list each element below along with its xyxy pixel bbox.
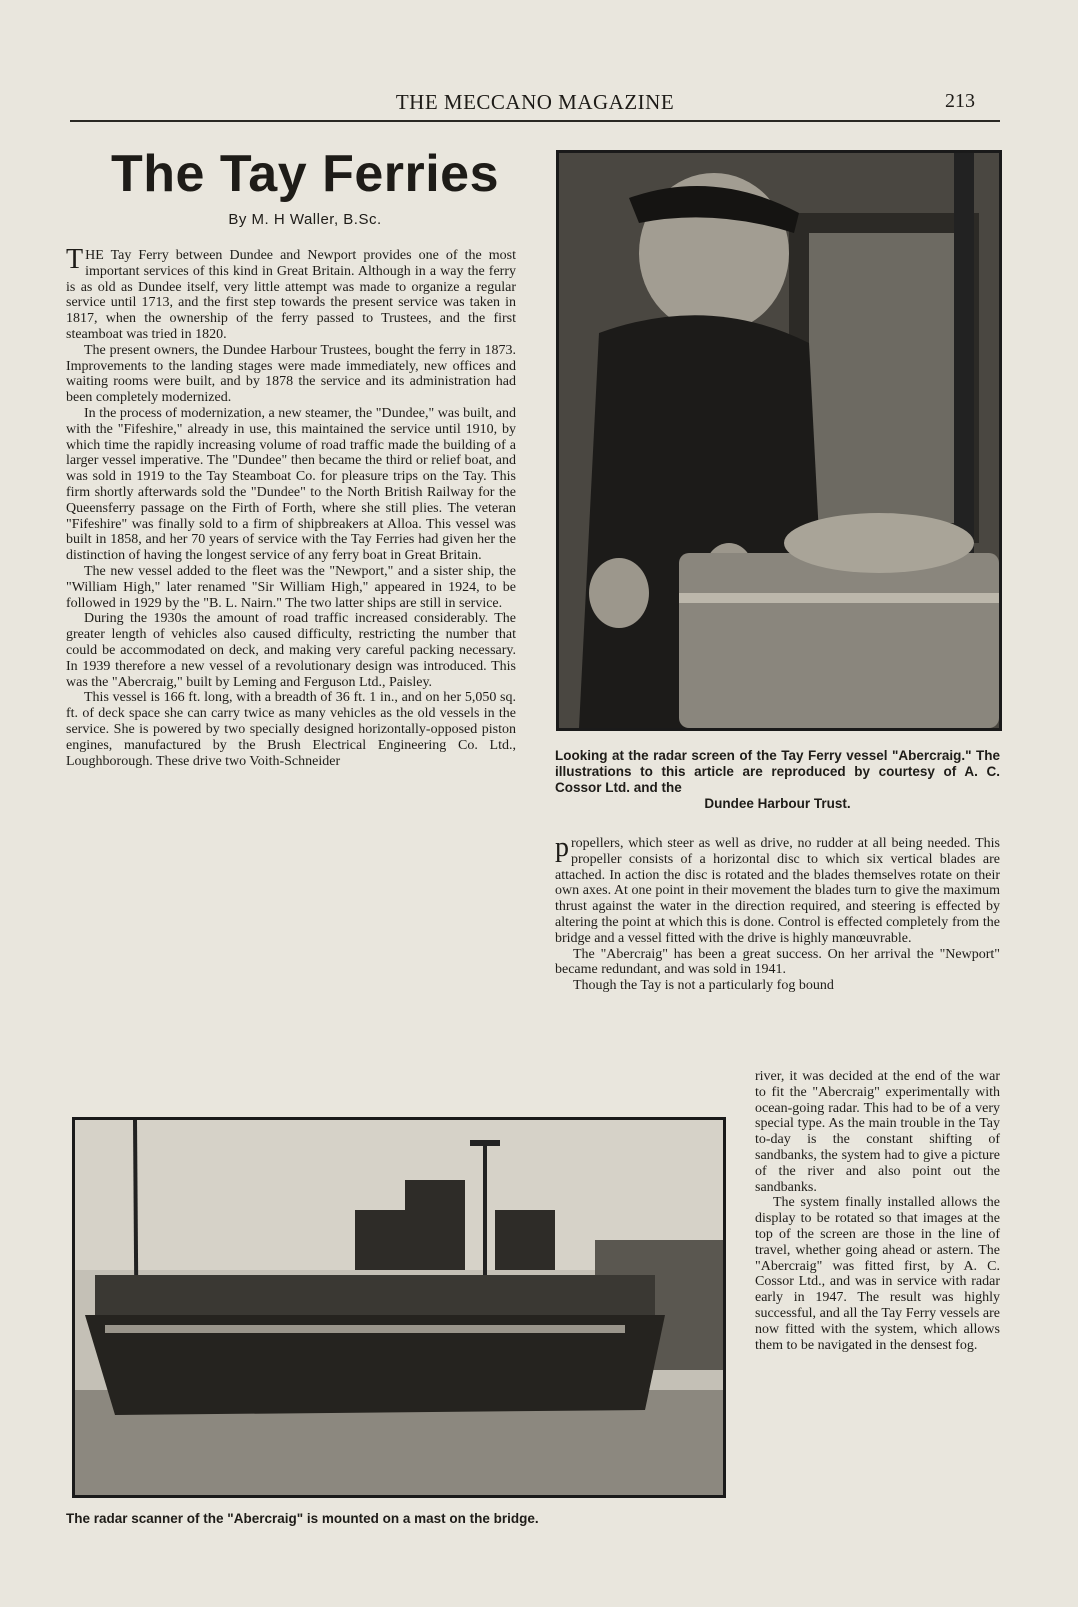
paragraph: The present owners, the Dundee Harbour Trustees, bought the ferry in 1873. Improvements to the landing stages were made immediately, new offices and waiting rooms were built, and by 1878 the service and its administration had been completely modernized. (66, 342, 516, 406)
radar-photo-caption (555, 748, 1000, 812)
paragraph: propellers, which steer as well as drive, no rudder at all being needed. This propeller consists of a horizontal disc to which six vertical blades are attached. In action the disc is rotated and the blades themselves rotate on their own axes. At one point in their movement the blades turn to give the maximum thrust against the water in the direction required, and steering is effected by altering the point at which this is done. Control is effected completely from the bridge and a vessel fitted with the drive is highly manœuvrable. (555, 832, 1000, 946)
paragraph: In the process of modernization, a new steamer, the "Dundee," was built, and with the "Fifeshire," already in use, this maintained the service until 1910, by which time the rapidly increasing volume of road traffic made the building of a larger vessel imperative. The "Dundee" then became the third or relief boat, and was sold in 1919 to the Tay Steamboat Co. for pleasure trips on the Tay. This firm shortly afterwards sold the "Dundee" to the North British Railway for the Queensferry passage on the Firth of Forth, where she still plies. The veteran "Fifeshire" was finally sold to a firm of shipbreakers at Alloa. This vessel was built in 1858, and her 70 years of service with the Tay Ferries had given her the distinction of having the longest service of any ferry boat in Great Britain. (66, 405, 516, 564)
article-title: The Tay Ferries (110, 145, 500, 203)
page-number: 213 (945, 90, 975, 112)
article-byline: By M. H Waller, B.Sc. (228, 211, 382, 228)
text-column-1 (66, 244, 516, 769)
paragraph: This vessel is 166 ft. long, with a breadth of 36 ft. 1 in., and on her 5,050 sq. ft. of deck space she can carry twice as many vehicles as the old vessels in the service. She is powered by two specially designed horizontally-opposed piston engines, manufactured by the Brush Electrical Engineering Co. Ltd., Loughborough. These drive two Voith-Schneider (66, 690, 516, 769)
paragraph: river, it was decided at the end of the war to fit the "Abercraig" experimentally with ocean-going radar. This had to be of a very special type. As the main trouble in the Tay to-day is the constant shifting of sandbanks, the system had to give a picture of the river and also point out the sandbanks. (755, 1069, 1000, 1195)
paragraph: The new vessel added to the fleet was the "Newport," and a sister ship, the "William High," later renamed "Sir William High," appeared in 1924, to be followed in 1929 by the "B. L. Nairn." The two latter ships are still in service. (66, 563, 516, 611)
text-column-2 (555, 832, 1000, 994)
caption-line: "Abercraig." The illustrations to this article are (555, 748, 1000, 779)
radar-operator-photo (556, 150, 1002, 731)
caption-line: reproduced by courtesy of A. C. Cossor Ltd. and the (555, 764, 1000, 795)
masthead: THE MECCANO MAGAZINE (395, 90, 675, 114)
paragraph: The system finally installed allows the display to be rotated so that images at the top of the screen are those in the line of travel, whether going ahead or astern. The "Abercraig" was fitted first, by A. C. Cossor Ltd., and was in service with radar early in 1947. The result was highly successful, and all the Tay Ferry vessels are now fitted with the system, which allows them to be navigated in the densest fog. (755, 1195, 1000, 1353)
paragraph: Though the Tay is not a particularly fog bound (573, 978, 834, 994)
text-column-3 (755, 1069, 1000, 1353)
page-header (70, 86, 1000, 116)
caption-line: Dundee Harbour Trust. (704, 796, 851, 811)
header-rule (70, 120, 1000, 122)
paragraph: THE Tay Ferry between Dundee and Newport provides one of the most important services of this kind in Great Britain. Although in a way the ferry is as old as Dundee itself, very little attempt was made to organize a regular service until 1713, and the first step towards the present service was taken in 1817, when the ownership of the ferry passed to Trustees, and the first steamboat was tried in 1820. (66, 244, 516, 342)
paragraph: During the 1930s the amount of road traffic increased considerably. The greater length of vehicles also caused difficulty, restricting the number that could be accommodated on deck, and making very careful packing necessary. In 1939 therefore a new vessel of a revolutionary design was introduced. This was the "Abercraig," built by Leming and Ferguson Ltd., Paisley. (66, 611, 516, 690)
ferry-photo-caption: The radar scanner of the "Abercraig" is mounted on a mast on the bridge. (66, 1511, 539, 1526)
paragraph: The "Abercraig" has been a great success. On her arrival the "Newport" became redundant, and was sold in 1941. (555, 946, 1000, 978)
caption-line: Looking at the radar screen of the Tay Ferry vessel (555, 748, 888, 763)
ferry-photo (72, 1117, 726, 1498)
